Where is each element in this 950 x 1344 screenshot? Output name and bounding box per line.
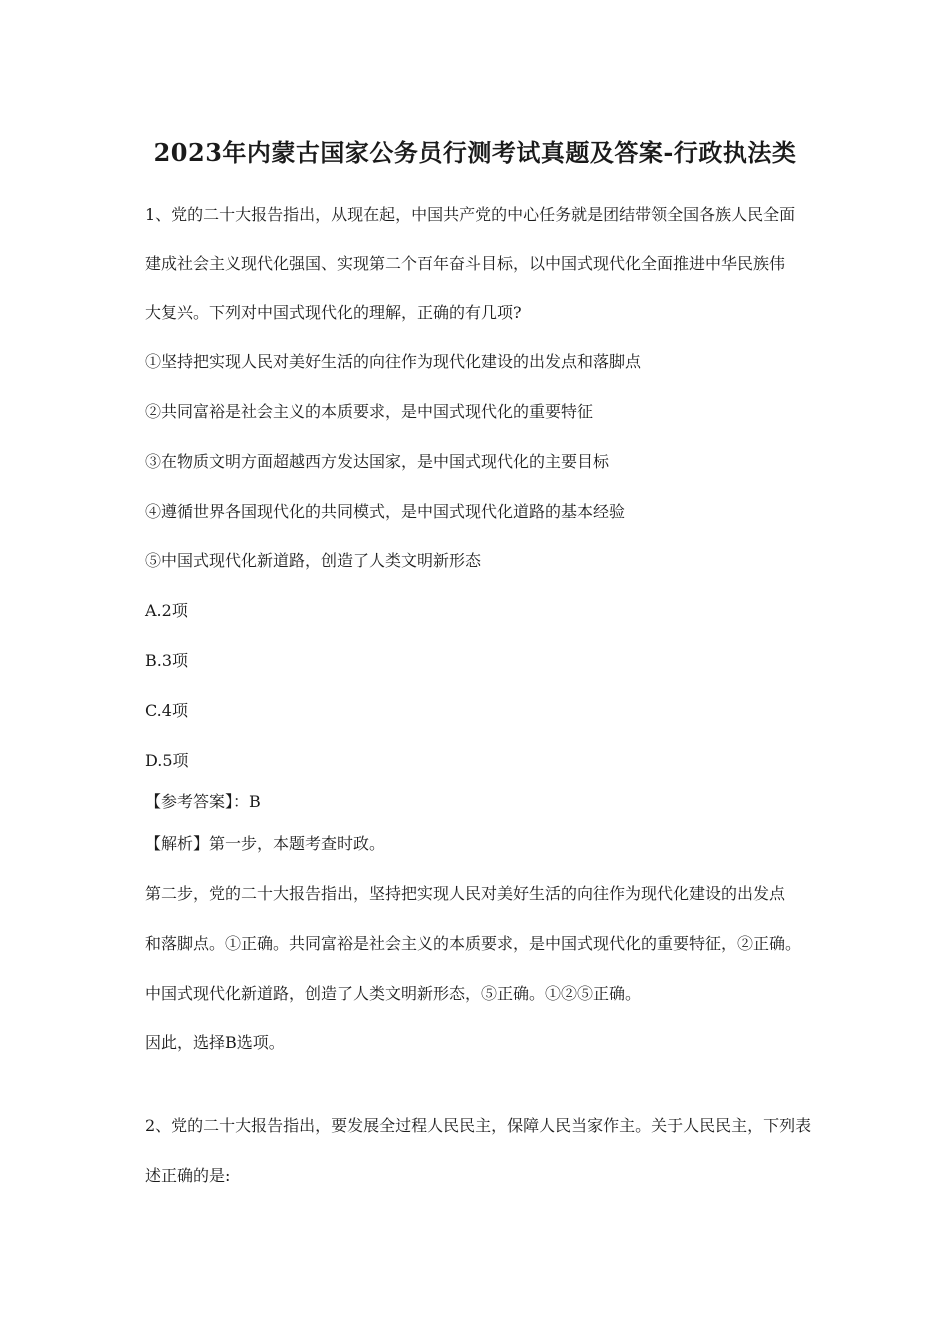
q1-stem-line-2: 建成社会主义现代化强国、实现第二个百年奋斗目标，以中国式现代化全面推进中华民族伟 [145,254,786,273]
q1-stem-line-1: 1、党的二十大报告指出，从现在起，中国共产党的中心任务就是团结带领全国各族人民全面 [145,205,796,224]
q1-analysis-line-5: 因此，选择B选项。 [145,1033,285,1052]
q1-option-c: C.4项 [145,701,188,720]
q1-answer: 【参考答案】：B [145,792,261,811]
document-title: 2023年内蒙古国家公务员行测考试真题及答案-行政执法类 [153,138,797,167]
q1-analysis-line-2: 第二步，党的二十大报告指出，坚持把实现人民对美好生活的向往作为现代化建设的出发点 [145,884,786,903]
q1-analysis-line-4: 中国式现代化新道路，创造了人类文明新形态，⑤正确。①②⑤正确。 [145,984,642,1003]
q1-option-d: D.5项 [145,751,189,770]
q1-statement-3: ③在物质文明方面超越西方发达国家，是中国式现代化的主要目标 [145,452,610,471]
q1-analysis-line-3: 和落脚点。①正确。共同富裕是社会主义的本质要求，是中国式现代化的重要特征，②正确。 [145,934,802,953]
q2-stem-line-2: 述正确的是: [145,1166,231,1185]
q1-option-a: A.2项 [145,601,188,620]
q1-statement-2: ②共同富裕是社会主义的本质要求，是中国式现代化的重要特征 [145,402,594,421]
q1-stem-line-3: 大复兴。下列对中国式现代化的理解，正确的有几项? [145,303,522,322]
q1-analysis-line-1: 【解析】第一步，本题考查时政。 [145,834,386,853]
q1-statement-1: ①坚持把实现人民对美好生活的向往作为现代化建设的出发点和落脚点 [145,352,642,371]
q1-statement-5: ⑤中国式现代化新道路，创造了人类文明新形态 [145,551,482,570]
q2-stem-line-1: 2、党的二十大报告指出，要发展全过程人民民主，保障人民当家作主。关于人民民主，下列表 [145,1116,812,1135]
q1-statement-4: ④遵循世界各国现代化的共同模式，是中国式现代化道路的基本经验 [145,502,626,521]
q1-option-b: B.3项 [145,651,189,670]
